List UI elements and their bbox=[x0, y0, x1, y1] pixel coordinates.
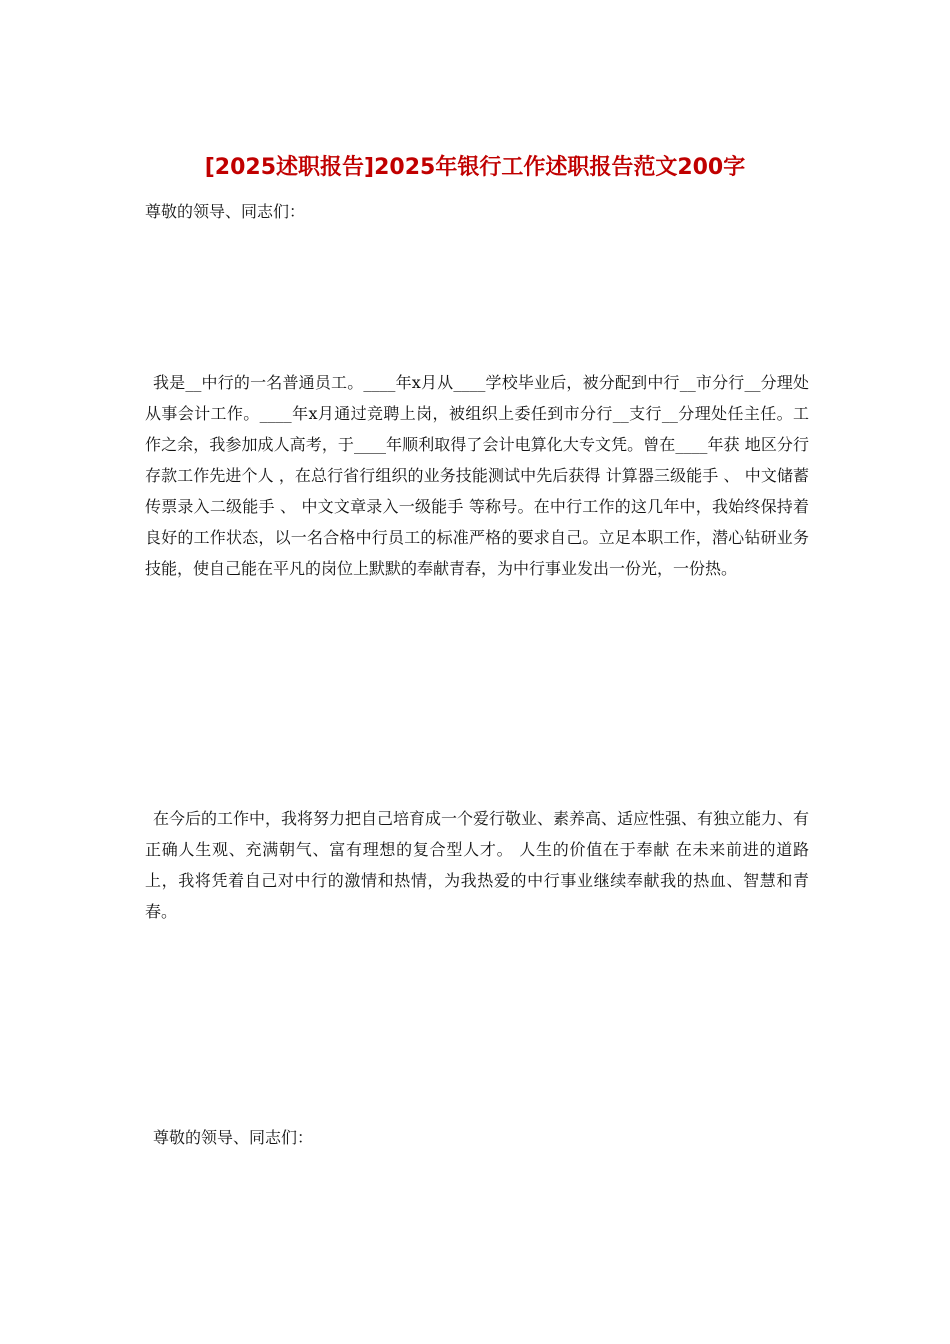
paragraph-future-plans: 在今后的工作中，我将努力把自己培育成一个爱行敬业、素养高、适应性强、有独立能力、有正确人生观、充满朝气、富有理想的复合型人才。 人生的价值在于奉献 在未来前进的道路上，我将凭着自己对中行的激情和热情，为我热爱的中行事业继续奉献我的热血、智慧和青春。 bbox=[145, 809, 810, 921]
salutation-repeat: 尊敬的领导、同志们： bbox=[153, 1128, 314, 1147]
paragraph-introduction: 我是__中行的一名普通员工。____年x月从____学校毕业后，被分配到中行__市分行__分理处从事会计工作。____年x月通过竞聘上岗，被组织上委任到市分行__支行__分理处任主任。工作之余，我参加成人高考，于____年顺利取得了会计电算化大专文凭。曾在____年获 地区分行存款工作先进个人 ，在总行省行组织的业务技能测试中先后获得 计算器三级能手 、 中文储蓄传票录入二级能手 、 中文文章录入一级能手 等称号。在中行工作的这几年中，我始终保持着良好的工作状态，以一名合格中行员工的标准严格的要求自己。立足本职工作，潜心钻研业务技能，使自己能在平凡的岗位上默默的奉献青春，为中行事业发出一份光，一份热。 bbox=[145, 373, 809, 578]
document-title: [2025述职报告]2025年银行工作述职报告范文200字 bbox=[204, 155, 746, 180]
salutation: 尊敬的领导、同志们： bbox=[145, 202, 306, 221]
